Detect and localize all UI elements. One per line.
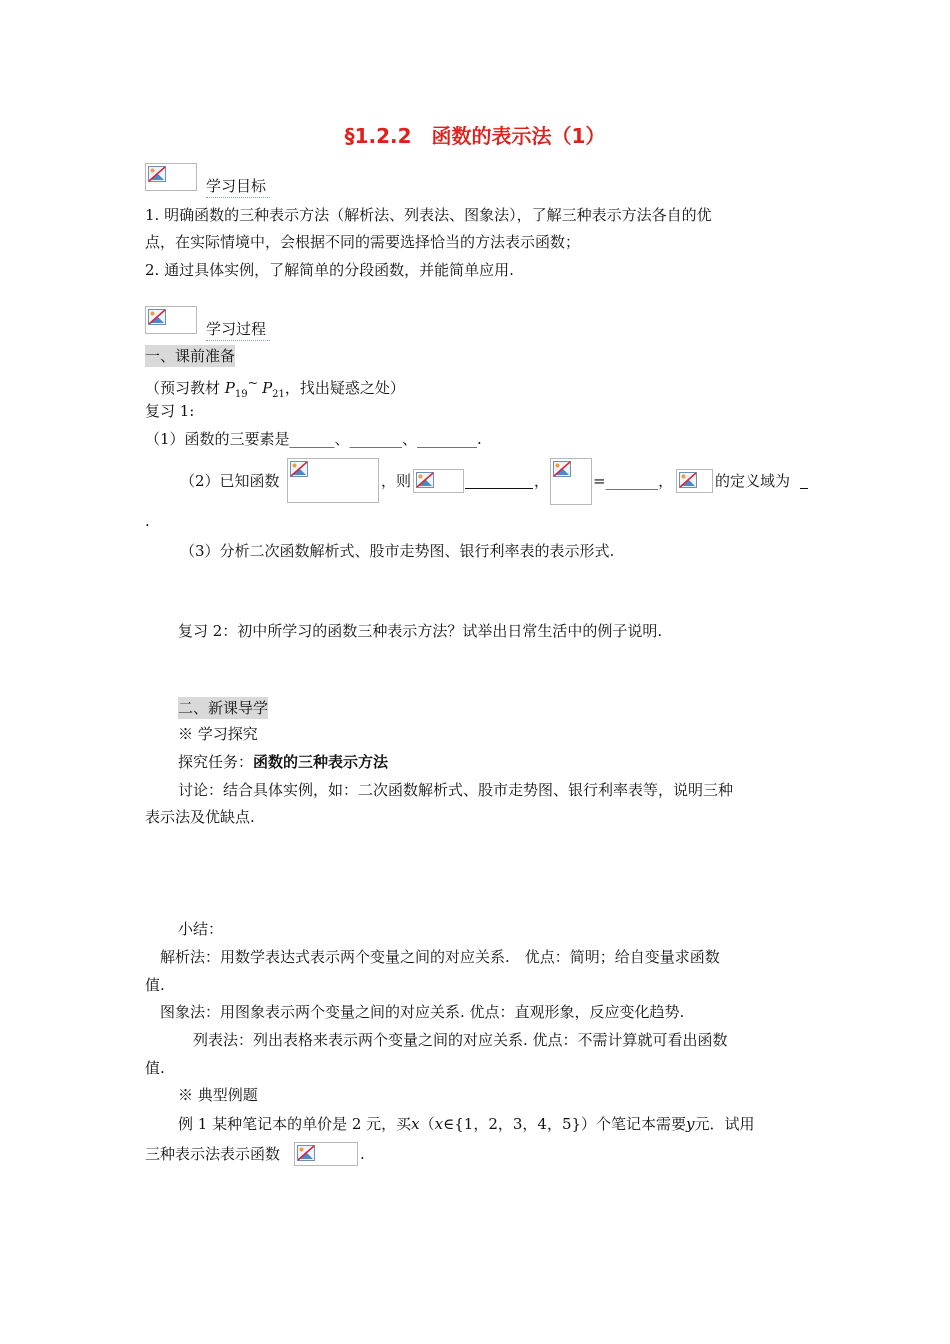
preview-page-to-num: 21 (272, 389, 285, 400)
review-2: 复习 2：初中所学习的函数三种表示方法？试举出日常生活中的例子说明. (178, 622, 663, 640)
review-1-question-2-c: ， (534, 472, 550, 490)
preview-page-from: P (224, 379, 235, 397)
answer-blank-1 (465, 474, 533, 489)
review-1-label: 复习 1: (145, 402, 195, 420)
broken-image-icon (290, 461, 308, 477)
example-1-end: . (360, 1145, 365, 1163)
page-title: §1.2.2 函数的表示法（1） (344, 124, 606, 148)
explore-heading: ※ 学习探究 (178, 725, 258, 743)
example-1-part-c: ∈{1，2，3，4，5}）个笔记本需要 (443, 1115, 687, 1133)
task-label: 探究任务： (178, 753, 254, 771)
goals-heading: 学习目标 (206, 175, 270, 198)
example-1-part-a: 例 1 某种笔记本的单价是 2 元，买 (178, 1115, 412, 1133)
part-2-title: 二、新课导学 (178, 699, 269, 717)
preview-prefix: （预习教材 (145, 379, 225, 397)
review-1-question-2-b: ，则 (381, 472, 412, 490)
broken-image-icon (553, 461, 571, 477)
preview-page-to: P (262, 379, 273, 397)
graph-line: 图象法：用图象表示两个变量之间的对应关系. 优点：直观形象，反应变化趋势. (160, 1003, 685, 1021)
broken-image-icon (148, 166, 166, 182)
examples-heading: ※ 典型例题 (178, 1086, 258, 1104)
broken-image-icon (297, 1145, 315, 1161)
preview-tilde: ~ (247, 375, 263, 390)
example-1-var-x-2: x (434, 1115, 444, 1133)
example-1-part-b: （ (419, 1115, 435, 1133)
review-1-question-1: （1）函数的三要素是______、_______、________. (145, 430, 482, 448)
task-title: 函数的三种表示方法 (253, 753, 389, 771)
example-1-var-y: y (686, 1115, 695, 1133)
formula-image-example (294, 1142, 358, 1166)
example-1-line-1 (178, 1113, 755, 1135)
review-1-question-3: （3）分析二次函数解析式、股市走势图、银行利率表的表示形式. (180, 542, 615, 560)
review-1-question-2-dot: . (145, 512, 150, 530)
part-1-title: 一、课前准备 (145, 347, 236, 365)
example-1-var-x: x (411, 1115, 420, 1133)
table-line-1: 列表法：列出表格来表示两个变量之间的对应关系. 优点：不需计算就可看出函数 (193, 1031, 728, 1049)
broken-image-goals (145, 163, 197, 191)
broken-image-icon (416, 472, 434, 488)
broken-image-icon (148, 309, 166, 325)
task-line (178, 751, 388, 773)
formula-image-value-1 (413, 469, 464, 493)
formula-image-function (287, 458, 379, 503)
formula-image-domain (676, 469, 713, 493)
goal-item-2: 2. 通过具体实例，了解简单的分段函数，并能简单应用. (145, 261, 514, 279)
preview-suffix: ，找出疑惑之处） (284, 379, 405, 397)
discuss-line-1: 讨论：结合具体实例，如：二次函数解析式、股市走势图、银行利率表等，说明三种 (178, 781, 734, 799)
formula-image-value-2 (550, 458, 592, 505)
analytic-line-1: 解析法：用数学表达式表示两个变量之间的对应关系. 优点：简明；给自变量求函数 (160, 948, 720, 966)
goal-item-1-line-1: 1. 明确函数的三种表示方法（解析法、列表法、图象法），了解三种表示方法各自的优 (145, 206, 712, 224)
analytic-line-2: 值. (145, 976, 165, 994)
example-1-part-d: 元．试用 (694, 1115, 755, 1133)
review-1-question-2-a: （2）已知函数 (180, 472, 280, 490)
goal-item-1-line-2: 点，在实际情境中，会根据不同的需要选择恰当的方法表示函数； (145, 233, 581, 251)
review-1-question-2-e: 的定义域为 (715, 472, 791, 490)
example-1-line-2: 三种表示法表示函数 (145, 1145, 281, 1163)
discuss-line-2: 表示法及优缺点. (145, 808, 255, 826)
process-heading: 学习过程 (206, 318, 270, 341)
review-1-question-2-d: =_______， (593, 472, 674, 490)
answer-blank-domain (800, 474, 808, 489)
table-line-2: 值. (145, 1059, 165, 1077)
preview-page-from-num: 19 (234, 389, 248, 400)
summary-label: 小结： (178, 920, 224, 938)
broken-image-icon (679, 472, 697, 488)
broken-image-process (145, 306, 197, 334)
